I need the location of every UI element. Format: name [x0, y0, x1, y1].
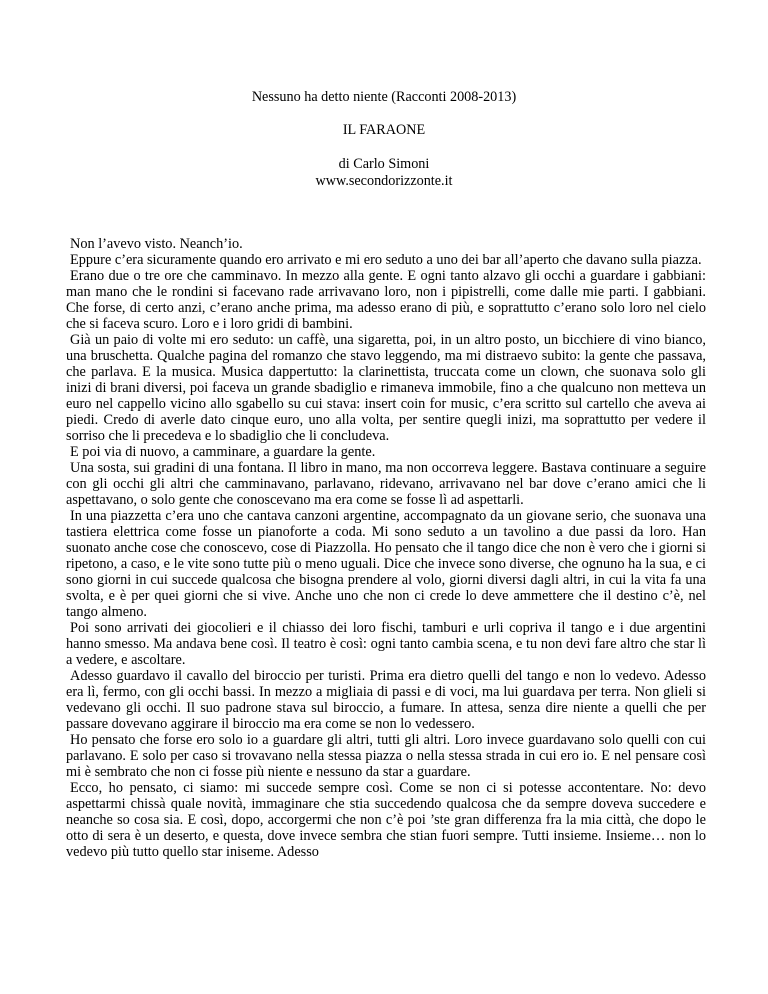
paragraph: In una piazzetta c’era uno che cantava canzoni argentine, accompagnato da un giovane serio, che suonava una tastiera elettrica come fosse un pianoforte a coda. Mi sono seduto a un tavolino a due passi da loro. Han suonato anche cose che conoscevo, cose di Piazzolla. Ho pensato che il tango dice che non è vero che i giorni si ripetono, a caso, e le vite sono tutte più o meno uguali. Dice che invece sono diverse, che ognuno ha la sua, e ci sono giorni in cui succede qualcosa che bisogna prendere al volo, giorni diversi dagli altri, in cui la vita fa una svolta, e è per quei giorni che si vive. Anche uno che non ci crede lo deve ammettere che il destino c’è, nel tango almeno.: [66, 508, 706, 620]
paragraph: E poi via di nuovo, a camminare, a guardare la gente.: [70, 444, 376, 460]
paragraph: Già un paio di volte mi ero seduto: un caffè, una sigaretta, poi, in un altro posto, un bicchiere di vino bianco, una bruschetta. Qualche pagina del romanzo che stavo leggendo, ma mi distraevo subito: la gente che passava, che parlava. E la musica. Musica dappertutto: la clarinettista, truccata come un clown, che suonava solo gli inizi di brani diversi, poi faceva un grande sbadiglio e rimaneva immobile, fino a che qualcuno non metteva un euro nel cappello vicino allo sgabello su cui stava: insert coin for music, c’era scritto sul cartello che aveva ai piedi. Credo di averle dato cinque euro, uno alla volta, per sentire quegli inizi, ma soprattutto per vedere il sorriso che li precedeva e lo sbadiglio che li concludeva.: [66, 332, 706, 444]
paragraph: Poi sono arrivati dei giocolieri e il chiasso dei loro fischi, tamburi e urli copriva il tango e i due argentini hanno smesso. Ma andava bene così. Il teatro è così: ogni tanto cambia scena, e tu non devi fare altro che star lì a vedere, e ascoltare.: [66, 620, 706, 668]
story-body: [66, 236, 706, 860]
paragraph: Una sosta, sui gradini di una fontana. Il libro in mano, ma non occorreva leggere. Bastava continuare a seguire con gli occhi gli altri che camminavano, parlavano, ridevano, arrivavano nel bar dove c’erano amici che li aspettavano, o solo gente che conoscevano ma era come se fosse lì ad aspettarli.: [66, 460, 706, 508]
paragraph: Non l’avevo visto. Neanch’io.: [70, 236, 243, 252]
paragraph: Ecco, ho pensato, ci siamo: mi succede sempre così. Come se non ci si potesse accontentare. No: devo aspettarmi chissà quale novità, immaginare che stia succedendo qualcosa che da sempre doveva succedere e neanche so cosa sia. E così, dopo, accorgermi che non c’è poi ’ste gran differenza fra la mia città, che dopo le otto di sera è un deserto, e questa, dove invece sembra che stian fuori sempre. Tutti insieme. Insieme… non lo vedevo più tutto quello star iniseme. Adesso: [66, 780, 706, 860]
author-byline: di Carlo Simoni: [338, 156, 430, 172]
website-url: www.secondorizzonte.it: [315, 173, 453, 189]
paragraph: Erano due o tre ore che camminavo. In mezzo alla gente. E ogni tanto alzavo gli occhi a guardare i gabbiani: man mano che le rondini si facevano rade arrivavano loro, non i pipistrelli, come dalle mie parti. I gabbiani. Che forse, di certo anzi, c’erano anche prima, ma adesso erano di più, e soprattutto c’erano solo loro nel cielo che si faceva scuro. Loro e i loro gridi di bambini.: [66, 268, 706, 332]
story-title: IL FARAONE: [342, 122, 426, 138]
paragraph: Ho pensato che forse ero solo io a guardare gli altri, tutti gli altri. Loro invece guardavano solo quelli con cui parlavano. E solo per caso si trovavano nella stessa piazza o nella stessa strada in cui ero io. E nel pensare così mi è sembrato che non ci fosse più niente e nessuno da star a guardare.: [66, 732, 706, 780]
paragraph: Eppure c’era sicuramente quando ero arrivato e mi ero seduto a uno dei bar all’aperto che davano sulla piazza.: [70, 252, 702, 268]
paragraph: Adesso guardavo il cavallo del biroccio per turisti. Prima era dietro quelli del tango e non lo vedevo. Adesso era lì, fermo, con gli occhi bassi. In mezzo a migliaia di passi e di voci, ma lui guardava per terra. Non glieli si vedevano gli occhi. Il suo padrone stava sul biroccio, a fumare. In attesa, senza dire niente a quelli che per passare dovevano aggirare il biroccio ma era come se non lo vedessero.: [66, 668, 706, 732]
book-title: Nessuno ha detto niente (Racconti 2008-2013): [251, 89, 517, 105]
